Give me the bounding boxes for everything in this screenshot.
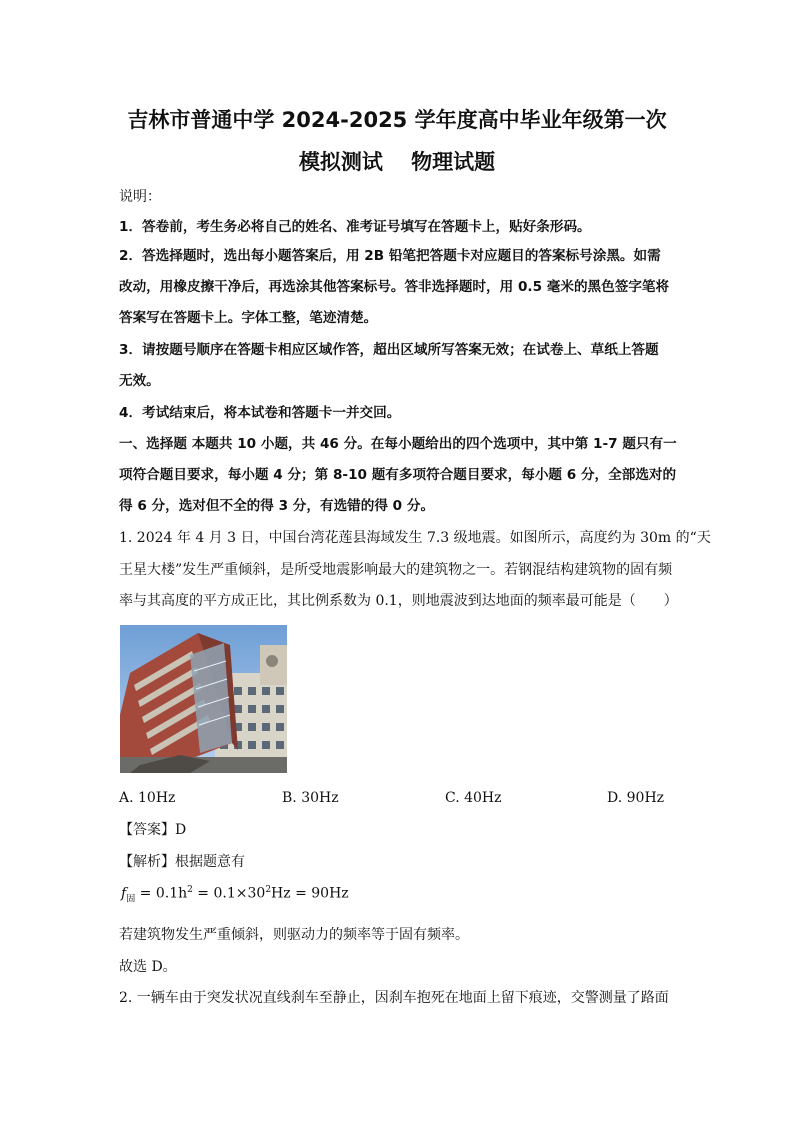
option-b: B. 30Hz xyxy=(282,790,339,806)
section-text: 得 6 分，选对但不全的得 3 分，有选错的得 0 分。 xyxy=(119,498,435,514)
analysis-conclusion: 故选 D。 xyxy=(119,959,177,975)
instruction-item: 改动，用橡皮擦干净后，再选涂其他答案标号。答非选择题时，用 0.5 毫米的黑色签字笔将 xyxy=(119,279,670,295)
instruction-item: 1．答卷前，考生务必将自己的姓名、准考证号填写在答题卡上，贴好条形码。 xyxy=(119,219,591,235)
formula-f: f xyxy=(121,885,127,902)
instruction-item: 2．答选择题时，选出每小题答案后，用 2B 铅笔把答题卡对应题目的答案标号涂黑。如需 xyxy=(119,248,661,264)
formula-end: Hz = 90Hz xyxy=(271,885,349,902)
section-heading: 一、选择题 本题共 10 小题，共 46 分。在每小题给出的四个选项中，其中第 1-7 题只有一 xyxy=(119,436,677,452)
question-2-text: 2. 一辆车由于突发状况直线刹车至静止，因刹车抱死在地面上留下痕迹，交警测量了路面 xyxy=(119,990,669,1006)
question-1-text: 王星大楼”发生严重倾斜，是所受地震影响最大的建筑物之一。若钢混结构建筑物的固有频 xyxy=(119,562,673,578)
option-d: D. 90Hz xyxy=(607,790,665,806)
exam-title-line2: 模拟测试 物理试题 xyxy=(298,150,496,174)
analysis-label: 【解析】根据题意有 xyxy=(119,854,245,870)
exam-title-line1: 吉林市普通中学 2024-2025 学年度高中毕业年级第一次 xyxy=(127,108,667,132)
analysis-text: 若建筑物发生严重倾斜，则驱动力的频率等于固有频率。 xyxy=(119,927,469,943)
formula-sub: 固 xyxy=(126,894,136,905)
instruction-item: 3．请按题号顺序在答题卡相应区域作答，超出区域所写答案无效；在试卷上、草纸上答题 xyxy=(119,342,659,358)
instruction-item: 答案写在答题卡上。字体工整，笔迹清楚。 xyxy=(119,310,378,326)
instruction-item: 4．考试结束后，将本试卷和答题卡一并交回。 xyxy=(119,405,401,421)
question-1-text: 1. 2024 年 4 月 3 日，中国台湾花莲县海域发生 7.3 级地震。如图所示，高度约为 30m 的“天 xyxy=(119,530,711,546)
option-c: C. 40Hz xyxy=(445,790,502,806)
instruction-item: 无效。 xyxy=(119,373,160,389)
option-a: A. 10Hz xyxy=(119,790,176,806)
tilted-building-photo xyxy=(120,625,287,773)
question-1-text: 率与其高度的平方成正比，其比例系数为 0.1，则地震波到达地面的频率最可能是（ ） xyxy=(119,593,678,609)
instructions-heading: 说明： xyxy=(119,189,161,205)
answer-label: 【答案】D xyxy=(119,822,187,838)
formula-rhs: = 0.1×30 xyxy=(192,885,266,902)
section-text: 项符合题目要求，每小题 4 分；第 8-10 题有多项符合题目要求，每小题 6 分，全部选对的 xyxy=(119,467,677,483)
formula-exp1: 2 xyxy=(187,885,193,895)
formula-exp2: 2 xyxy=(265,885,272,895)
formula-mid: = 0.1h xyxy=(135,885,188,902)
frequency-formula xyxy=(121,885,349,904)
